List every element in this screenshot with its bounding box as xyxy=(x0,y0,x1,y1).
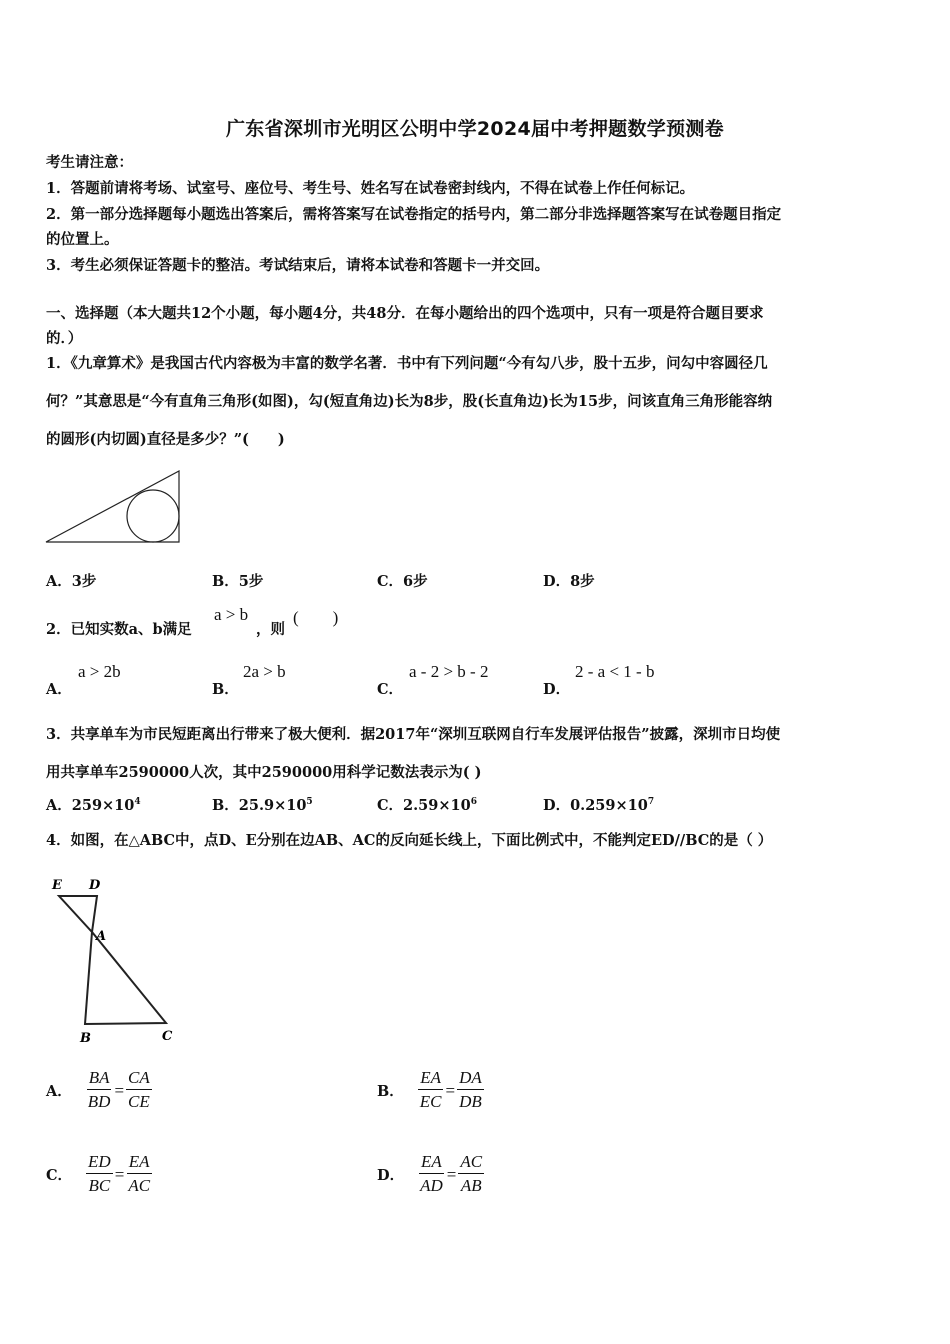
numerator: EA xyxy=(127,1151,152,1174)
q4-option-b[interactable] xyxy=(377,1067,484,1114)
point-label-d: D xyxy=(89,878,101,893)
denominator: EC xyxy=(419,1092,442,1111)
point-label-c: C xyxy=(162,1029,173,1044)
q1-option-b[interactable]: B．5步 xyxy=(212,573,264,590)
point-label-a: A xyxy=(96,929,107,944)
option-exponent: 6 xyxy=(470,797,477,807)
section-heading: 一、选择题（本大题共12个小题，每小题4分，共48分．在每小题给出的四个选项中，只有一项是符合题目要求 xyxy=(46,305,764,322)
q1-stem-line-2: 何？”其意思是“今有直角三角形(如图)，勾(短直角边)长为8步，股(长直角边)长为15步，问该直角三角形能容纳 xyxy=(46,393,773,410)
q1-option-d[interactable]: D．8步 xyxy=(543,573,595,590)
q2-option-a-expr[interactable]: a > 2b xyxy=(78,662,121,681)
option-exponent: 4 xyxy=(134,797,141,807)
numerator: ED xyxy=(86,1151,113,1174)
q2-option-c-label[interactable]: C． xyxy=(377,681,404,698)
equals-sign: = xyxy=(445,1080,456,1100)
fraction-right xyxy=(458,1151,484,1198)
point-label-b: B xyxy=(80,1031,91,1046)
q4-option-d[interactable] xyxy=(377,1151,484,1198)
q3-option-a[interactable] xyxy=(46,794,141,815)
fraction-left xyxy=(418,1151,445,1198)
option-base: 25.9×10 xyxy=(238,797,307,814)
option-label: A． xyxy=(46,1083,72,1100)
q2-stem-prefix: 2．已知实数a、b满足 xyxy=(46,621,192,638)
equals-sign: = xyxy=(446,1164,457,1184)
option-label: B． xyxy=(212,797,239,814)
q3-option-b[interactable] xyxy=(212,794,313,815)
point-label-e: E xyxy=(52,878,62,893)
fraction-right xyxy=(457,1067,484,1114)
numerator: BA xyxy=(87,1067,112,1090)
q1-option-a[interactable]: A．3步 xyxy=(46,573,97,590)
q2-paren: ( ) xyxy=(293,608,339,627)
q1-option-c[interactable]: C．6步 xyxy=(377,573,428,590)
q4-option-c[interactable] xyxy=(46,1151,152,1198)
notice-item-2-cont: 的位置上。 xyxy=(46,231,119,248)
equals-sign: = xyxy=(114,1164,125,1184)
denominator: AC xyxy=(128,1176,151,1195)
notice-heading: 考生请注意： xyxy=(46,154,133,171)
q3-option-d[interactable] xyxy=(543,794,654,815)
denominator: AD xyxy=(420,1176,443,1195)
numerator: DA xyxy=(457,1067,484,1090)
q3-stem-line-2: 用共享单车2590000人次，其中2590000用科学记数法表示为( ) xyxy=(46,764,482,781)
option-label: D． xyxy=(377,1167,405,1184)
q3-stem-line-1: 3．共享单车为市民短距离出行带来了极大便利．据2017年“深圳互联网自行车发展评估报告”披露，深圳市日均使 xyxy=(46,726,781,743)
q2-option-a-label[interactable]: A． xyxy=(46,681,72,698)
numerator: EA xyxy=(419,1151,444,1174)
q1-stem-line-1: 1．《九章算术》是我国古代内容极为丰富的数学名著．书中有下列问题“今有勾八步，股十五步，问勾中容圆径几 xyxy=(46,355,768,372)
q4-figure-triangles xyxy=(44,872,184,1047)
option-base: 259×10 xyxy=(71,797,135,814)
triangle-ead xyxy=(59,896,97,932)
option-exponent: 7 xyxy=(647,797,655,807)
q2-option-b-label[interactable]: B． xyxy=(212,681,239,698)
triangle-abc xyxy=(85,932,166,1024)
fraction-left xyxy=(418,1067,444,1114)
q2-option-d-label[interactable]: D． xyxy=(543,681,571,698)
page-title: 广东省深圳市光明区公明中学2024届中考押题数学预测卷 xyxy=(226,118,724,140)
option-label: A． xyxy=(46,797,72,814)
q2-option-b-expr[interactable]: 2a > b xyxy=(243,662,286,681)
numerator: CA xyxy=(126,1067,152,1090)
denominator: BD xyxy=(87,1092,111,1111)
option-exponent: 5 xyxy=(306,797,313,807)
option-base: 2.59×10 xyxy=(403,797,471,814)
q2-condition: a > b xyxy=(214,605,249,624)
q1-stem-line-3: 的圆形(内切圆)直径是多少？”( ) xyxy=(46,431,285,448)
q3-option-c[interactable] xyxy=(377,794,477,815)
option-label: D． xyxy=(543,797,571,814)
fraction-right xyxy=(126,1067,152,1114)
denominator: DB xyxy=(459,1092,482,1111)
option-label: B． xyxy=(377,1083,404,1100)
q1-figure-triangle xyxy=(44,468,184,546)
q4-stem: 4．如图，在△ABC中，点D、E分别在边AB、AC的反向延长线上，下面比例式中，不能判定ED//BC的是（ ） xyxy=(46,832,773,849)
q2-option-c-expr[interactable]: a - 2 > b - 2 xyxy=(409,662,489,681)
notice-item-2: 2．第一部分选择题每小题选出答案后，需将答案写在试卷指定的括号内，第二部分非选择题答案写在试卷题目指定 xyxy=(46,206,782,223)
notice-item-3: 3．考生必须保证答题卡的整洁。考试结束后，请将本试卷和答题卡一并交回。 xyxy=(46,257,550,274)
notice-item-1: 1．答题前请将考场、试室号、座位号、考生号、姓名写在试卷密封线内，不得在试卷上作任何标记。 xyxy=(46,180,695,197)
right-triangle xyxy=(46,471,179,542)
denominator: AB xyxy=(460,1176,482,1195)
option-base: 0.259×10 xyxy=(570,797,648,814)
incircle xyxy=(127,490,179,542)
q4-option-a[interactable] xyxy=(46,1067,152,1114)
fraction-right xyxy=(126,1151,152,1198)
numerator: EA xyxy=(418,1067,443,1090)
q2-stem-suffix: ，则 xyxy=(256,621,285,638)
section-heading-cont: 的．） xyxy=(46,330,83,347)
denominator: CE xyxy=(128,1092,150,1111)
fraction-left xyxy=(86,1151,113,1198)
q2-option-d-expr[interactable]: 2 - a < 1 - b xyxy=(575,662,655,681)
denominator: BC xyxy=(88,1176,111,1195)
option-label: C． xyxy=(46,1167,73,1184)
option-label: C． xyxy=(377,797,404,814)
equals-sign: = xyxy=(114,1080,125,1100)
fraction-left xyxy=(86,1067,113,1114)
numerator: AC xyxy=(458,1151,484,1174)
